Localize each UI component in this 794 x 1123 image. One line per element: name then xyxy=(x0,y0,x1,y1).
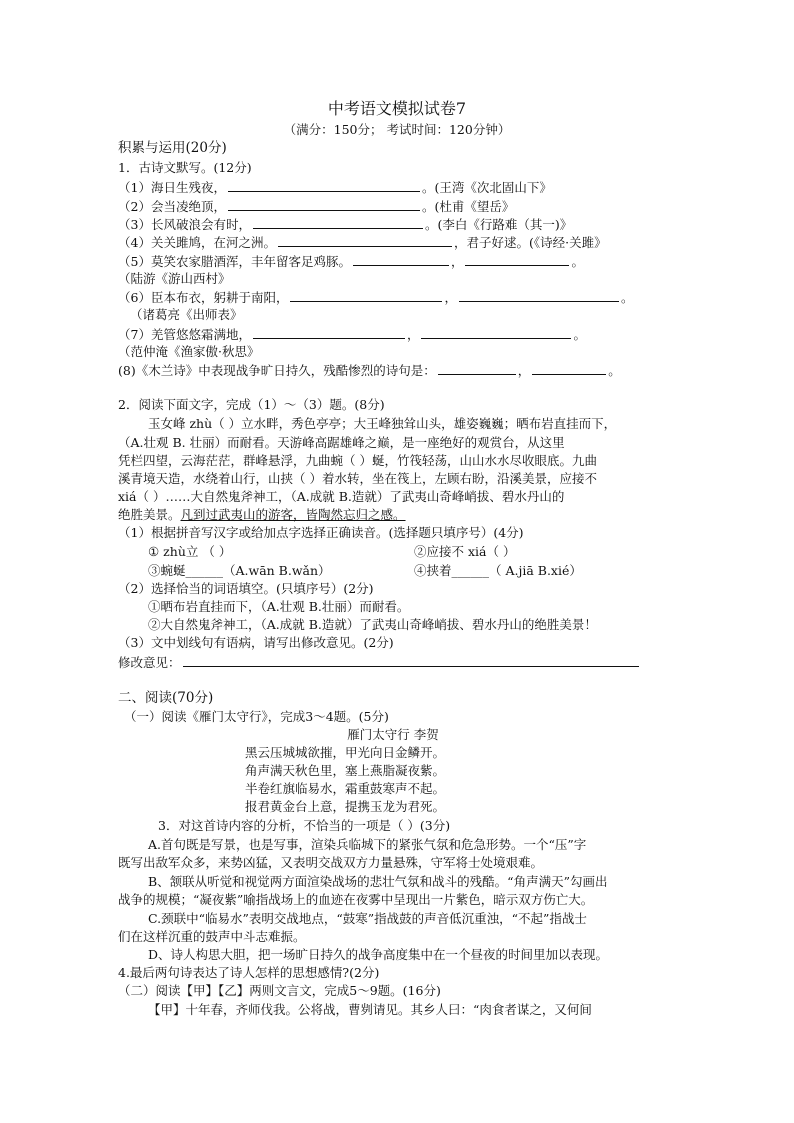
answer-blank[interactable] xyxy=(353,252,449,266)
question-3: 3．对这首诗内容的分析，不恰当的一项是（ ）(3分) xyxy=(158,818,451,833)
q3-option-a: A.首句既是写景，也是写事，渲染兵临城下的紧张气氛和危急形势。一个“压”字 xyxy=(148,837,587,852)
q1-line-6-source: （诸葛亮《出师表》 xyxy=(130,307,243,322)
q3-option-b-cont: 战争的规模；“凝夜紫”喻指战场上的血迹在夜雾中呈现出一片紫色，暗示双方伤亡大。 xyxy=(118,892,594,907)
question-1-title: 1．古诗文默写。(12分) xyxy=(118,160,252,175)
page-title: 中考语文模拟试卷7 xyxy=(327,99,467,118)
poem-line-2: 角声满天秋色里，塞上燕脂凝夜紫。 xyxy=(245,763,446,778)
poem-line-1: 黑云压城城欲摧，甲光向日金鳞开。 xyxy=(245,745,446,760)
passage-line-2: （A.壮观 B. 壮丽）而耐看。天游峰高踞雄峰之巅，是一座绝好的观赏台，从这里 xyxy=(118,435,565,450)
q3-option-b: B、颔联从听觉和视觉两方面渲染战场的悲壮气氛和战斗的残酷。“角声满天”勾画出 xyxy=(148,874,608,889)
answer-blank[interactable] xyxy=(228,197,420,211)
q1-line-7-source: （范仲淹《渔家傲·秋思》 xyxy=(118,344,260,359)
sub-question-2: （2）选择恰当的词语填空。(只填序号）(2分) xyxy=(118,581,374,596)
passage-line-6: 绝胜美景。凡到过武夷山的游客，皆陶然忘归之感。 xyxy=(118,507,406,522)
answer-blank[interactable] xyxy=(465,252,569,266)
q3-option-c: C.颈联中“临易水”表明交战地点，“鼓寒”指战鼓的声音低沉重浊，“不起”指战士 xyxy=(148,911,587,926)
q1-line-7: （7）羌管悠悠霜满地， ， 。 xyxy=(118,327,586,342)
passage-line-4: 溪青境天造，水绕着山行，山挟（ ）着水转，坐在筏上，左顾右盼，沿溪美景，应接不 xyxy=(118,471,597,486)
underlined-sentence: 凡到过武夷山的游客，皆陶然忘归之感。 xyxy=(180,507,406,522)
q3-option-a-cont: 既写出敌军众多，来势凶猛，又表明交战双方力量悬殊，守军将士处境艰难。 xyxy=(118,855,544,870)
exam-info: （满分：150分； 考试时间：120分钟） xyxy=(283,122,511,137)
q1-line-4: （4）关关雎鸠，在河之洲。 ，君子好逑。(《诗经·关雎》 xyxy=(118,235,607,250)
answer-blank[interactable] xyxy=(459,288,619,302)
poem-line-4: 报君黄金台上意，提携玉龙为君死。 xyxy=(245,799,446,814)
q1-line-3: （3）长风破浪会有时， 。(李白《行路难（其一)》 xyxy=(118,217,573,232)
sub-question-2-a: ①晒布岩直挂而下，（A.壮观 B.壮丽）而耐看。 xyxy=(148,599,410,614)
sub-question-1-d: ④挟着______（ A.jiā B.xié） xyxy=(414,563,582,578)
q1-line-8: (8)《木兰诗》中表现战争旷日持久，残酷惨烈的诗句是： ， 。 xyxy=(118,363,621,378)
sub-question-1: （1）根据拼音写汉字或给加点字选择正确读音。(选择题只填序号）(4分) xyxy=(118,525,524,540)
sub-question-1-c: ③蜿蜒______（A.wān B.wǎn） xyxy=(148,563,331,578)
question-2-title: 2．阅读下面文字，完成（1）～（3）题。(8分) xyxy=(118,397,385,412)
revise-line: 修改意见： xyxy=(118,653,641,672)
q1-line-5: （5）莫笑农家腊酒浑，丰年留客足鸡豚。 ， 。 xyxy=(118,254,584,269)
answer-blank[interactable] xyxy=(228,178,420,192)
question-4: 4.最后两句诗表达了诗人怎样的思想感情?(2分) xyxy=(118,965,380,980)
sub-question-3: （3）文中划线句有语病，请写出修改意见。(2分) xyxy=(118,635,394,650)
sub-question-2-b: ②大自然鬼斧神工，（A.成就 B.造就）了武夷山奇峰峭拔、碧水丹山的绝胜美景！ xyxy=(148,617,597,632)
q1-line-6: （6）臣本布衣，躬耕于南阳， ， 。 xyxy=(118,290,634,305)
answer-blank[interactable] xyxy=(183,653,639,667)
answer-blank[interactable] xyxy=(278,233,452,247)
answer-blank[interactable] xyxy=(253,215,423,229)
answer-blank[interactable] xyxy=(532,361,606,375)
classical-text-line-1: 【甲】十年春，齐师伐我。公将战，曹刿请见。其乡人曰：“肉食者谋之，又何间 xyxy=(148,1002,592,1017)
poem-line-3: 半卷红旗临易水，霜重鼓寒声不起。 xyxy=(245,781,446,796)
answer-blank[interactable] xyxy=(421,325,571,339)
answer-blank[interactable] xyxy=(290,288,442,302)
passage-line-5: xiá（ ）……大自然鬼斧神工，（A.成就 B.造就）了武夷山奇峰峭拔、碧水丹山的 xyxy=(118,489,565,504)
reading-1-intro: （一）阅读《雁门太守行》，完成3～4题。(5分) xyxy=(124,709,389,724)
section-heading-accumulation: 积累与运用(20分) xyxy=(118,140,227,156)
q3-option-d: D、诗人构思大胆，把一场旷日持久的战争高度集中在一个昼夜的时间里加以表现。 xyxy=(148,947,609,962)
passage-line-1: 玉女峰 zhù（ ）立水畔，秀色亭亭；大王峰独耸山头，雄姿巍巍；晒布岩直挂而下， xyxy=(148,416,617,431)
sub-question-1-b: ②应接不 xiá（ ） xyxy=(414,544,516,559)
sub-question-1-a: ① zhù立 （ ） xyxy=(148,544,232,559)
poem-title: 雁门太守行 李贺 xyxy=(347,727,439,742)
reading-2-intro: （二）阅读【甲】【乙】两则文言文，完成5～9题。(16分) xyxy=(118,983,441,998)
q1-line-2: （2）会当凌绝顶， 。(杜甫《望岳》 xyxy=(118,199,515,214)
answer-blank[interactable] xyxy=(438,361,516,375)
answer-blank[interactable] xyxy=(253,325,405,339)
passage-line-3: 凭栏四望，云海茫茫，群峰悬浮，九曲蜿（ ）蜒，竹筏轻荡，山山水水尽收眼底。九曲 xyxy=(118,453,597,468)
section-heading-reading: 二、阅读(70分) xyxy=(118,690,214,706)
q3-option-c-cont: 们在这样沉重的鼓声中斗志难振。 xyxy=(118,929,306,944)
q1-line-5-source: （陆游《游山西村》 xyxy=(118,271,231,286)
q1-line-1: （1）海日生残夜， 。(王湾《次北固山下》 xyxy=(118,180,552,195)
